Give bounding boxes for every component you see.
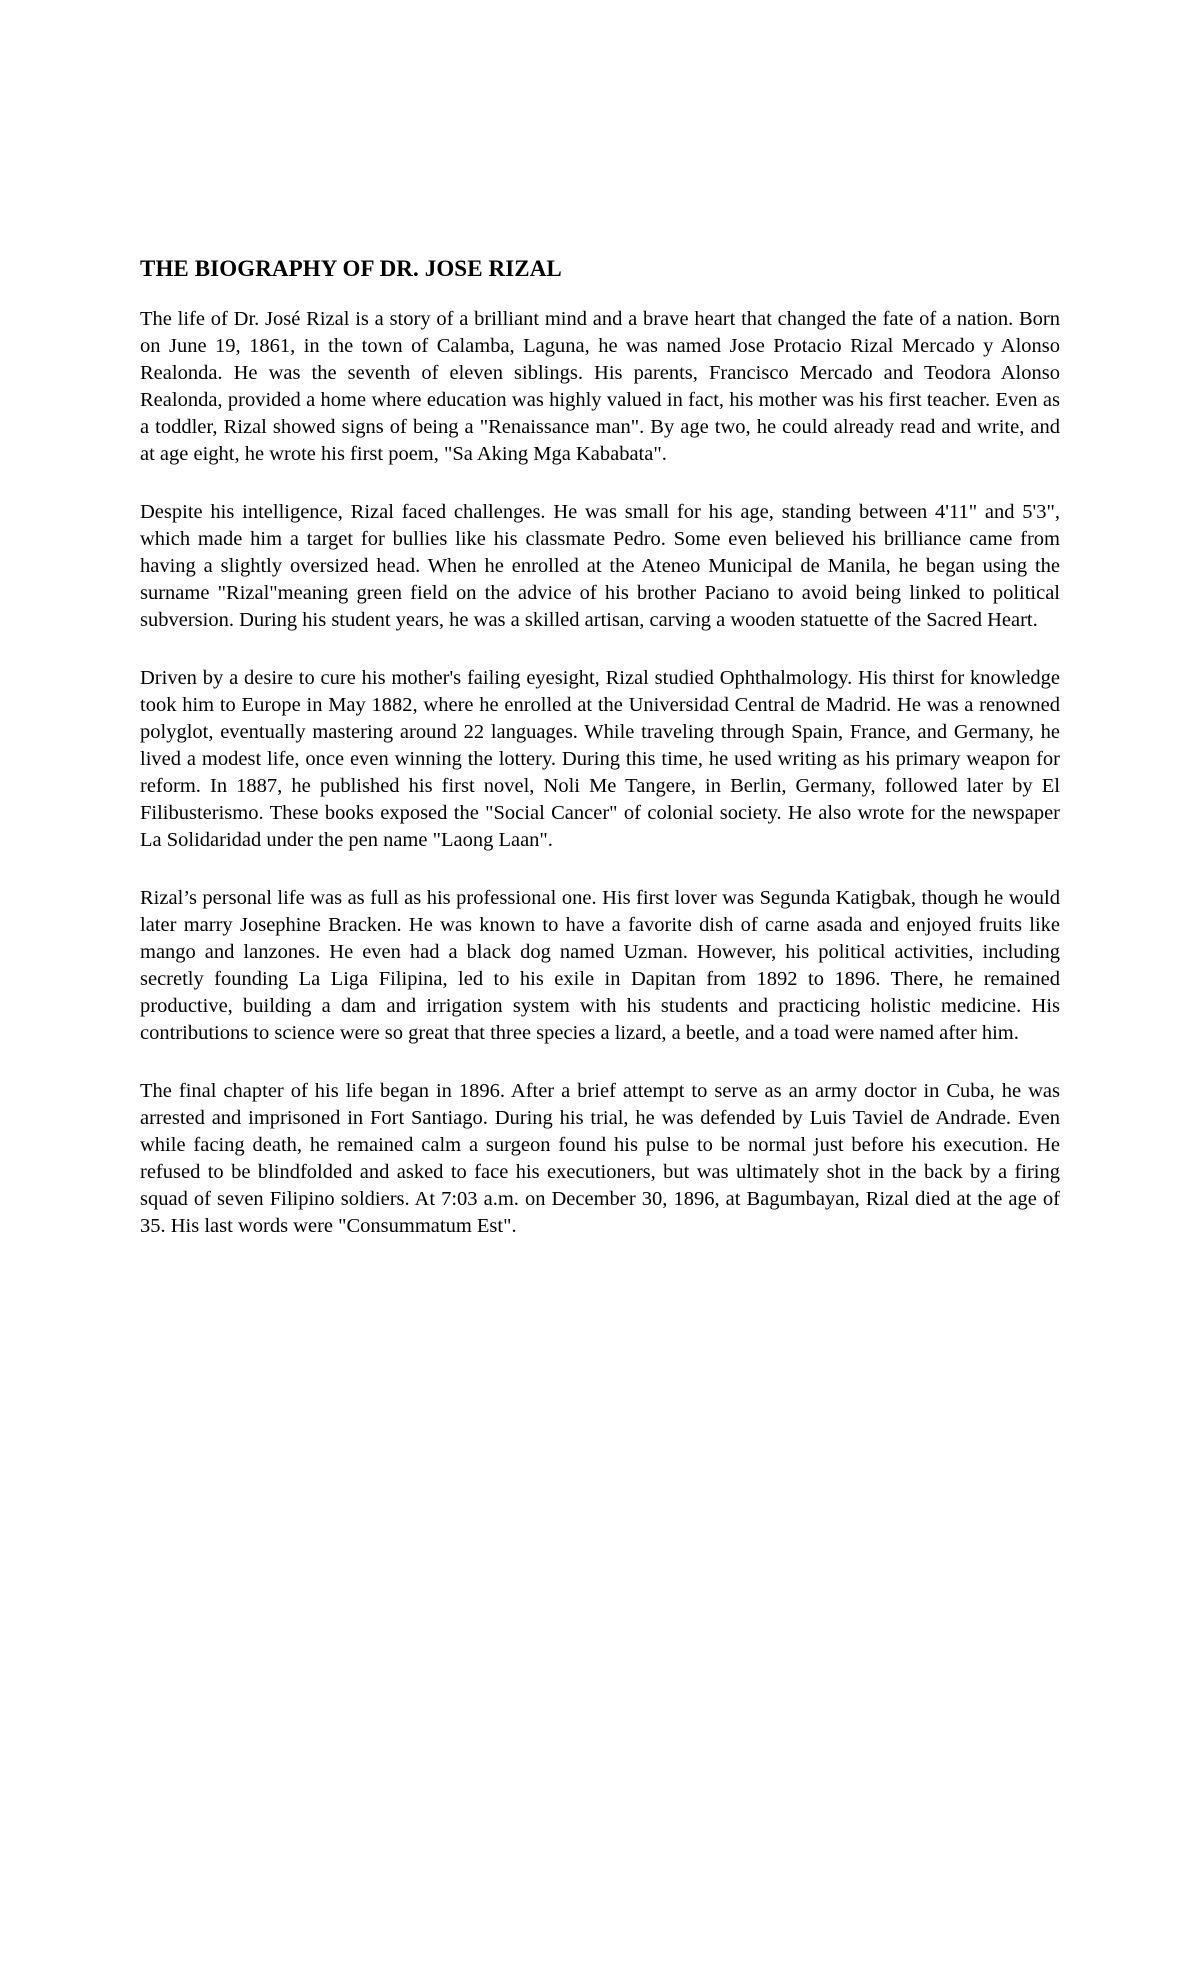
document-title: THE BIOGRAPHY OF DR. JOSE RIZAL — [140, 256, 562, 281]
document-body — [140, 252, 1060, 1271]
paragraph-europe: Driven by a desire to cure his mother's failing eyesight, Rizal studied Ophthalmology. His thirst for knowledge took him to Europe in May 1882, where he enrolled at the Universidad Central de Madrid. He was a renowned polyglot, eventually mastering around 22 languages. While traveling through Spain, France, and Germany, he lived a modest life, once even winning the lottery. During this time, he used writing as his primary weapon for reform. In 1887, he published his first novel, Noli Me Tangere, in Berlin, Germany, followed later by El Filibusterismo. These books exposed the "Social Cancer" of colonial society. He also wrote for the newspaper La Solidaridad under the pen name "Laong Laan". — [140, 667, 1060, 851]
paragraph-personal-life: Rizal’s personal life was as full as his professional one. His first lover was Segunda Katigbak, though he would later marry Josephine Bracken. He was known to have a favorite dish of carne asada and enjoyed fruits like mango and lanzones. He even had a black dog named Uzman. However, his political activities, including secretly founding La Liga Filipina, led to his exile in Dapitan from 1892 to 1896. There, he remained productive, building a dam and irrigation system with his students and practicing holistic medicine. His contributions to science were so great that three species a lizard, a beetle, and a toad were named after him. — [140, 887, 1060, 1044]
paragraph-challenges: Despite his intelligence, Rizal faced challenges. He was small for his age, standing between 4'11" and 5'3", which made him a target for bullies like his classmate Pedro. Some even believed his brilliance came from having a slightly oversized head. When he enrolled at the Ateneo Municipal de Manila, he began using the surname "Rizal"meaning green field on the advice of his brother Paciano to avoid being linked to political subversion. During his student years, he was a skilled artisan, carving a wooden statuette of the Sacred Heart. — [140, 501, 1060, 631]
paragraph-early-life: The life of Dr. José Rizal is a story of a brilliant mind and a brave heart that changed the fate of a nation. Born on June 19, 1861, in the town of Calamba, Laguna, he was named Jose Protacio Rizal Mercado y Alonso Realonda. He was the seventh of eleven siblings. His parents, Francisco Mercado and Teodora Alonso Realonda, provided a home where education was highly valued in fact, his mother was his first teacher. Even as a toddler, Rizal showed signs of being a "Renaissance man". By age two, he could already read and write, and at age eight, he wrote his first poem, "Sa Aking Mga Kababata". — [140, 308, 1060, 465]
paragraph-final-chapter: The final chapter of his life began in 1896. After a brief attempt to serve as an army doctor in Cuba, he was arrested and imprisoned in Fort Santiago. During his trial, he was defended by Luis Taviel de Andrade. Even while facing death, he remained calm a surgeon found his pulse to be normal just before his execution. He refused to be blindfolded and asked to face his executioners, but was ultimately shot in the back by a firing squad of seven Filipino soldiers. At 7:03 a.m. on December 30, 1896, at Bagumbayan, Rizal died at the age of 35. His last words were "Consummatum Est". — [140, 1080, 1060, 1237]
